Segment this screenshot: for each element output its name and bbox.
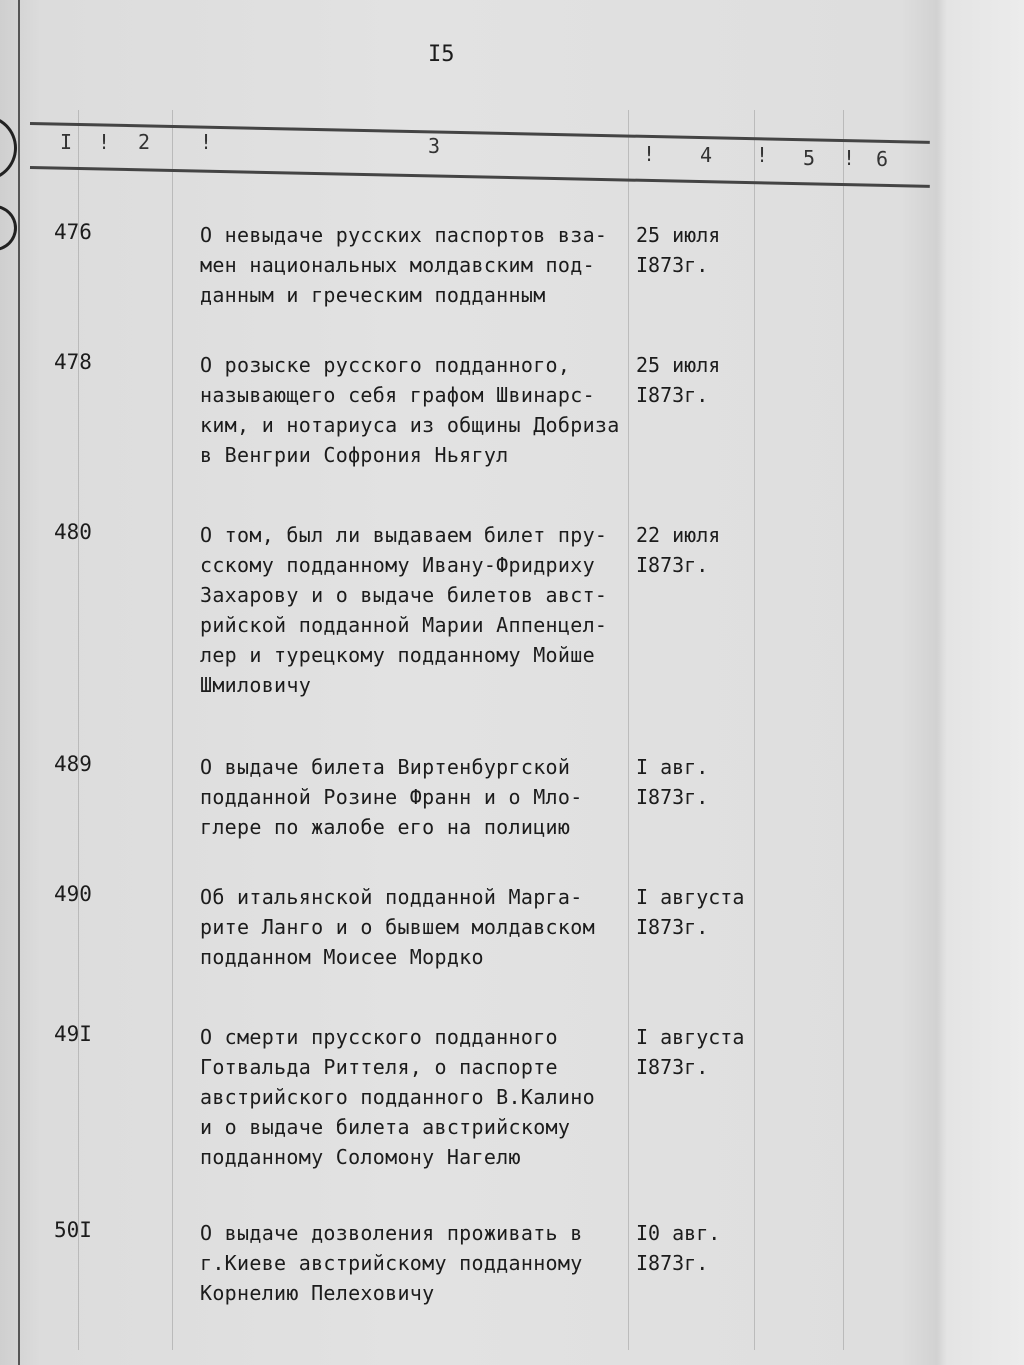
column-header: 4 xyxy=(700,143,713,167)
description-line: австрийского подданного В.Калино xyxy=(200,1085,595,1109)
column-separator: ! xyxy=(843,146,856,170)
entry-date xyxy=(636,882,744,942)
description-line: подданному Соломону Нагелю xyxy=(200,1145,521,1169)
description-line: О розыске русского подданного, xyxy=(200,353,571,377)
entry-number: 49I xyxy=(54,1022,92,1046)
description-line: О выдаче билета Виртенбургской xyxy=(200,755,571,779)
column-separator: ! xyxy=(98,130,111,154)
date-line: I873г. xyxy=(636,785,709,809)
description-line: и о выдаче билета австрийскому xyxy=(200,1115,571,1139)
date-line: I873г. xyxy=(636,915,709,939)
entry-number: 50I xyxy=(54,1218,92,1242)
entry-description xyxy=(200,220,630,310)
header-rule-top xyxy=(30,122,930,144)
entry-description xyxy=(200,350,630,470)
binding-curve xyxy=(0,115,17,181)
entry-description xyxy=(200,520,630,700)
date-line: I873г. xyxy=(636,253,709,277)
date-line: I873г. xyxy=(636,383,709,407)
description-line: О невыдаче русских паспортов вза- xyxy=(200,223,608,247)
description-line: рите Ланго и о бывшем молдавском xyxy=(200,915,595,939)
date-line: I августа xyxy=(636,1025,745,1049)
column-separator: ! xyxy=(756,143,769,167)
column-header: I xyxy=(60,130,73,154)
entry-description xyxy=(200,752,630,842)
entry-number: 476 xyxy=(54,220,92,244)
date-line: 25 июля xyxy=(636,353,721,377)
description-line: мен национальных молдавским под- xyxy=(200,253,595,277)
column-header: 3 xyxy=(428,134,441,158)
date-line: 25 июля xyxy=(636,223,721,247)
description-line: Захарову и о выдаче билетов авст- xyxy=(200,583,608,607)
entry-description xyxy=(200,882,630,972)
description-line: называющего себя графом Швинарс- xyxy=(200,383,595,407)
column-separator: ! xyxy=(643,142,656,166)
description-line: Корнелию Пелеховичу xyxy=(200,1281,435,1305)
description-line: ким, и нотариуса из общины Добриза xyxy=(200,413,620,437)
date-line: I авг. xyxy=(636,755,709,779)
header-rule-bottom xyxy=(30,166,930,188)
description-line: Готвальда Риттеля, о паспорте xyxy=(200,1055,558,1079)
date-line: 22 июля xyxy=(636,523,721,547)
entry-date xyxy=(636,752,708,812)
description-line: О выдаче дозволения проживать в xyxy=(200,1221,583,1245)
column-rule xyxy=(754,110,755,1350)
description-line: Об итальянской подданной Марга- xyxy=(200,885,583,909)
entry-date xyxy=(636,1022,744,1082)
entry-date xyxy=(636,520,720,580)
column-header: 6 xyxy=(876,147,889,171)
date-line: I0 авг. xyxy=(636,1221,721,1245)
description-line: данным и греческим подданным xyxy=(200,283,546,307)
column-rule xyxy=(78,110,79,1350)
description-line: г.Киеве австрийскому подданному xyxy=(200,1251,583,1275)
entry-number: 478 xyxy=(54,350,92,374)
entry-description xyxy=(200,1218,630,1308)
binding-curve xyxy=(0,205,17,251)
description-line: глере по жалобе его на полицию xyxy=(200,815,571,839)
date-line: I873г. xyxy=(636,1251,709,1275)
date-line: I873г. xyxy=(636,553,709,577)
column-separator: ! xyxy=(200,130,213,154)
date-line: I873г. xyxy=(636,1055,709,1079)
date-line: I августа xyxy=(636,885,745,909)
entry-number: 480 xyxy=(54,520,92,544)
description-line: в Венгрии Софрония Ньягул xyxy=(200,443,509,467)
description-line: подданной Розине Франн и о Мло- xyxy=(200,785,583,809)
column-header: 2 xyxy=(138,130,151,154)
entry-number: 489 xyxy=(54,752,92,776)
entry-description xyxy=(200,1022,630,1172)
description-line: сскому подданному Ивану-Фридриху xyxy=(200,553,595,577)
page-binding-edge xyxy=(18,0,20,1365)
column-rule xyxy=(843,110,844,1350)
entry-number: 490 xyxy=(54,882,92,906)
description-line: Шмиловичу xyxy=(200,673,312,697)
column-rule xyxy=(172,110,173,1350)
description-line: подданном Моисее Мордко xyxy=(200,945,484,969)
description-line: лер и турецкому подданному Мойше xyxy=(200,643,595,667)
entry-date xyxy=(636,1218,720,1278)
description-line: О смерти прусского подданного xyxy=(200,1025,558,1049)
column-header: 5 xyxy=(803,146,816,170)
description-line: О том, был ли выдаваем билет пру- xyxy=(200,523,608,547)
description-line: рийской подданной Марии Аппенцел- xyxy=(200,613,608,637)
page-number: I5 xyxy=(428,42,455,67)
entry-date xyxy=(636,220,720,280)
entry-date xyxy=(636,350,720,410)
